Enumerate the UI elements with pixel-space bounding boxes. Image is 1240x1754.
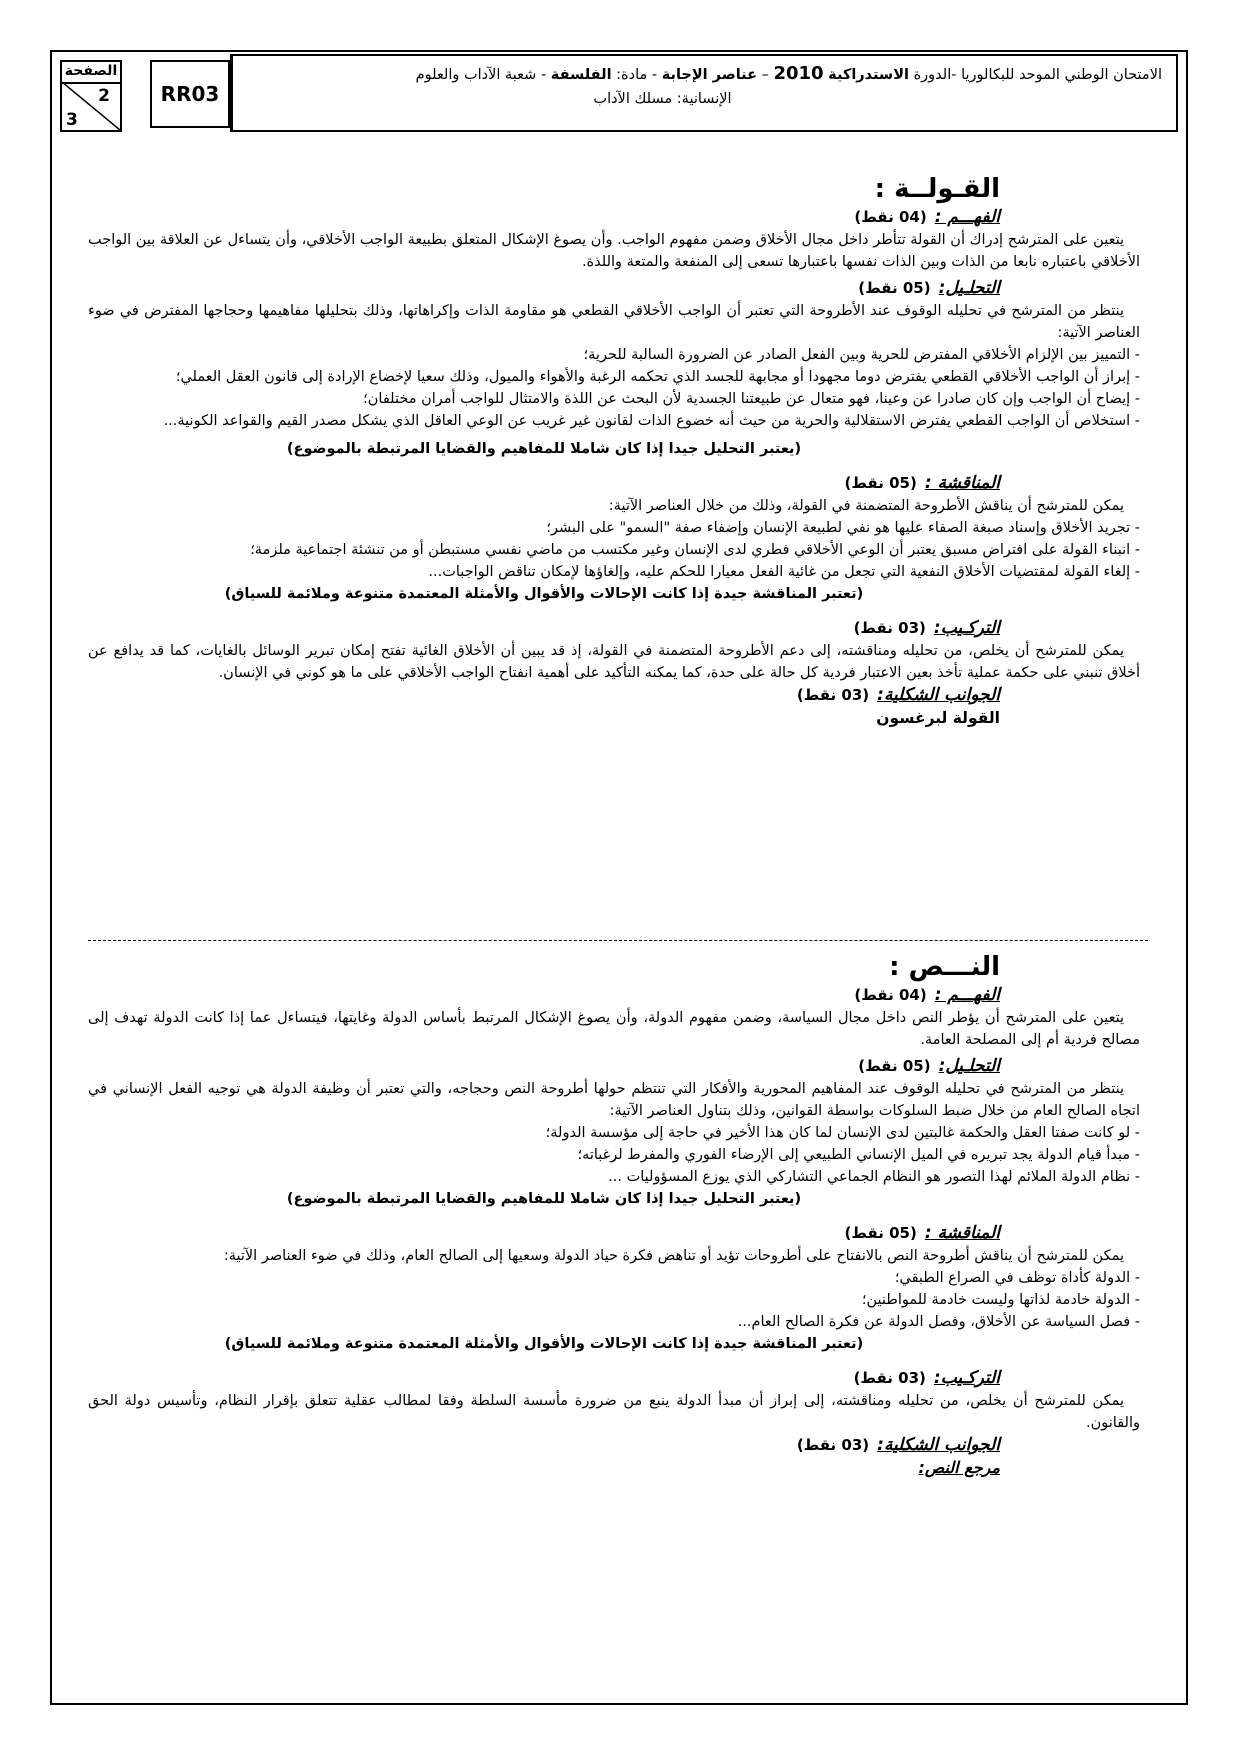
text-discussion-intro: يمكن للمترشح أن يناقش أطروحة النص بالانفتاح على أطروحات تؤيد أو تناهض فكرة حياد الدولة وسعيها إلى الصالح العام، وذلك في ضوء العناصر الآتية: — [223, 1248, 1124, 1264]
quote-discussion-head — [88, 472, 1000, 495]
section-divider — [88, 940, 1148, 941]
points: (05 نقط) — [844, 1224, 917, 1242]
section-label: التحلـيل: — [938, 278, 1000, 298]
text-analysis-intro: ينتظر من المترشح في تحليله الوقوف عند المفاهيم المحورية والأفكار التي تنتظم حولها أطروحة النص وحجاجه، والتي تعتبر أن وظيفة الدولة هي توجيه الفعل الإنساني في اتجاه الصالح العام من خلال ضبط السلوكات بواسطة القوانين، وذلك بتناول العناصر الآتية: — [88, 1081, 1140, 1119]
list-item: - مبدأ قيام الدولة يجد تبريره في الميل الإنساني الطبيعي إلى الإرضاء الفوري والمفرط لرغباته؛ — [577, 1147, 1140, 1163]
section-label: الجوانب الشكلية: — [877, 1435, 1000, 1455]
section-label: الجوانب الشكلية: — [877, 685, 1000, 705]
quote-section — [88, 172, 1140, 729]
page-label: الصفحة — [62, 62, 120, 84]
text-comprehension-head — [88, 984, 1000, 1007]
text-synthesis-head — [88, 1367, 1000, 1390]
list-item: - فصل السياسة عن الأخلاق، وفصل الدولة عن فكرة الصالح العام... — [737, 1314, 1140, 1330]
list-item: - تجريد الأخلاق وإسناد صبغة الصفاء عليها هو نفي لطبيعة الإنسان وإضفاء صفة "السمو" على البشر؛ — [546, 520, 1140, 536]
list-item: - لو كانت صفتا العقل والحكمة غالبتين لدى الإنسان لما كان هذا الأخير في حاجة إلى مؤسسة الدولة؛ — [545, 1125, 1140, 1141]
quote-source: القولة لبرغسون — [876, 709, 1000, 727]
section-label: الفهـــم : — [934, 207, 1000, 227]
points: (05 نقط) — [844, 474, 917, 492]
exam-title-line2: الإنسانية: مسلك الآداب — [593, 91, 732, 107]
quote-formal-head — [88, 684, 1000, 707]
points: (04 نقط) — [854, 986, 927, 1004]
points: (03 نقط) — [853, 619, 926, 637]
points: (03 نقط) — [796, 686, 870, 704]
section-label: التحلـيل: — [938, 1056, 1000, 1076]
section-label: التركـيب: — [933, 1368, 1000, 1388]
list-item: - انبناء القولة على افتراض مسبق يعتبر أن الوعي الأخلاقي فطري لدى الإنسان وغير مكتسب من ماضي نفسي مستبطن أو من تنشئة اجتماعية ملزمة؛ — [250, 542, 1140, 558]
section-label: التركـيب: — [933, 618, 1000, 638]
text-title: النـــص : — [889, 952, 1000, 982]
quote-discussion-intro: يمكن للمترشح أن يناقش الأطروحة المتضمنة في القولة، وذلك من خلال العناصر الآتية: — [608, 498, 1124, 514]
quote-synthesis-text: يمكن للمترشح أن يخلص، من تحليله ومناقشته، إلى دعم الأطروحة المتضمنة في القولة، إذ قد يبين أن الأخلاق الغائية تفتح إمكان تبرير الوسائل بالغايات، كما قد يدافع عن أخلاق تنبني على حكمة عملية تأخذ بعين الاعتبار فردية كل حالة على حدة، كما يمكنه التأكيد على أهمية انفتاح الواجب الأخلاقي على ما هو كوني في الإنسان. — [88, 643, 1140, 681]
quote-discussion-note: (تعتبر المناقشة جيدة إذا كانت الإحالات والأقوال والأمثلة المعتمدة متنوعة وملائمة للسياق) — [224, 586, 864, 602]
list-item: - الدولة كأداة توظف في الصراع الطبقي؛ — [894, 1270, 1140, 1286]
list-item: - إبراز أن الواجب الأخلاقي القطعي يفترض دوما مجهودا أو مجابهة للجسد الذي تحكمه الرغبة والأهواء والميول، وذلك سعيا لإخضاع الإرادة إلى قانون العقل العملي؛ — [175, 369, 1140, 385]
title-session: الاستدراكية — [828, 67, 909, 83]
text-synthesis-text: يمكن للمترشح أن يخلص، من تحليله ومناقشته، إلى إبراز أن مبدأ الدولة ينبع من ضرورة مأسسة السلطة وفقا لمطالب عقلية تتعلق بإقرار النظام، وتأسيس دولة الحق والقانون. — [88, 1393, 1140, 1431]
points: (05 نقط) — [858, 1057, 931, 1075]
quote-synthesis-head — [88, 617, 1000, 640]
quote-title: القـولــة : — [874, 174, 1000, 204]
title-branch: - شعبة الآداب والعلوم — [415, 67, 551, 83]
text-source: مرجع النص: — [918, 1458, 1000, 1477]
exam-title — [230, 54, 1178, 132]
list-item: - الدولة خادمة لذاتها وليست خادمة للمواطنين؛ — [861, 1292, 1140, 1308]
quote-comprehension-head — [88, 206, 1000, 229]
points: (03 نقط) — [853, 1369, 926, 1387]
text-analysis-head — [88, 1055, 1000, 1078]
exam-header — [52, 52, 1186, 136]
text-discussion-note: (تعتبر المناقشة جيدة إذا كانت الإحالات والأقوال والأمثلة المعتمدة متنوعة وملائمة للسياق) — [224, 1336, 864, 1352]
title-year: 2010 — [773, 63, 824, 84]
title-sep: – — [756, 67, 774, 83]
quote-analysis-head — [88, 277, 1000, 300]
exam-code: RR03 — [150, 60, 230, 128]
points: (03 نقط) — [796, 1436, 870, 1454]
points: (05 نقط) — [858, 279, 931, 297]
text-analysis-note: (يعتبر التحليل جيدا إذا كان شاملا للمفاهيم والقضايا المرتبطة بالموضوع) — [286, 1191, 802, 1207]
list-item: - إلغاء القولة لمقتضيات الأخلاق النفعية التي تجعل من غائية الفعل معيارا للحكم عليه، وإلغاؤها لإمكان تناقض الواجبات... — [428, 564, 1140, 580]
page-total: 3 — [66, 110, 78, 130]
list-item: - استخلاص أن الواجب القطعي يفترض الاستقلالية والحرية من حيث أنه خضوع الذات لقانون غير غريب عن الوعي العاقل الذي يشكل مصدر القيم والقواعد الكونية... — [163, 413, 1140, 429]
title-answers: عناصر الإجابة — [661, 67, 757, 83]
list-item: - إيضاح أن الواجب وإن كان صادرا عن وعينا، فهو متعال عن طبيعتنا الجسدية لأن البحث عن اللذة والامتثال للواجب أمران مختلفان؛ — [363, 391, 1140, 407]
page-current: 2 — [98, 86, 110, 106]
title-part: الامتحان الوطني الموحد للبكالوريا -الدورة — [908, 67, 1162, 83]
text-comprehension-text: يتعين على المترشح أن يؤطر النص داخل مجال السياسة، وضمن مفهوم الدولة، وأن يصوغ الإشكال المرتبط بأساس الدولة وغايتها، فيتساءل عما إذا كانت الدولة تهدف إلى مصالح فردية أم إلى المصلحة العامة. — [88, 1010, 1140, 1048]
text-discussion-head — [88, 1222, 1000, 1245]
title-subject-label: - مادة: — [611, 67, 662, 83]
page-number-box — [60, 60, 122, 132]
section-label: المناقشة : — [924, 1223, 1000, 1243]
quote-analysis-intro: ينتظر من المترشح في تحليله الوقوف عند الأطروحة التي تعتبر أن الواجب الأخلاقي القطعي هو مقاومة الذات وإكراهاتها، وذلك بتحليلها مفاهيمها وحجاجها المفترض في ضوء العناصر الآتية: — [88, 303, 1140, 341]
quote-comprehension-text: يتعين على المترشح إدراك أن القولة تتأطر داخل مجال الأخلاق وضمن مفهوم الواجب. وأن يصوغ الإشكال المتعلق بطبيعة الواجب الأخلاقي، وأن يتساءل عن العلاقة بين الواجب الأخلاقي باعتباره نابعا من الذات وبين الذات نفسها باعتبارها تسعى إلى المنفعة والمتعة واللذة. — [88, 232, 1140, 270]
section-label: الفهـــم : — [934, 985, 1000, 1005]
quote-analysis-note: (يعتبر التحليل جيدا إذا كان شاملا للمفاهيم والقضايا المرتبطة بالموضوع) — [286, 441, 802, 457]
list-item: - نظام الدولة الملائم لهذا التصور هو النظام الجماعي التشاركي الذي يوزع المسؤوليات ... — [608, 1169, 1140, 1185]
title-subject: الفلسفة — [550, 67, 612, 83]
exam-title-line1 — [243, 62, 1162, 87]
list-item: - التمييز بين الإلزام الأخلاقي المفترض للحرية وبين الفعل الصادر عن الضرورة السالبة للحرية؛ — [583, 347, 1140, 363]
points: (04 نقط) — [854, 208, 927, 226]
text-formal-head — [88, 1434, 1000, 1457]
text-section — [88, 950, 1140, 1479]
section-label: المناقشة : — [924, 473, 1000, 493]
